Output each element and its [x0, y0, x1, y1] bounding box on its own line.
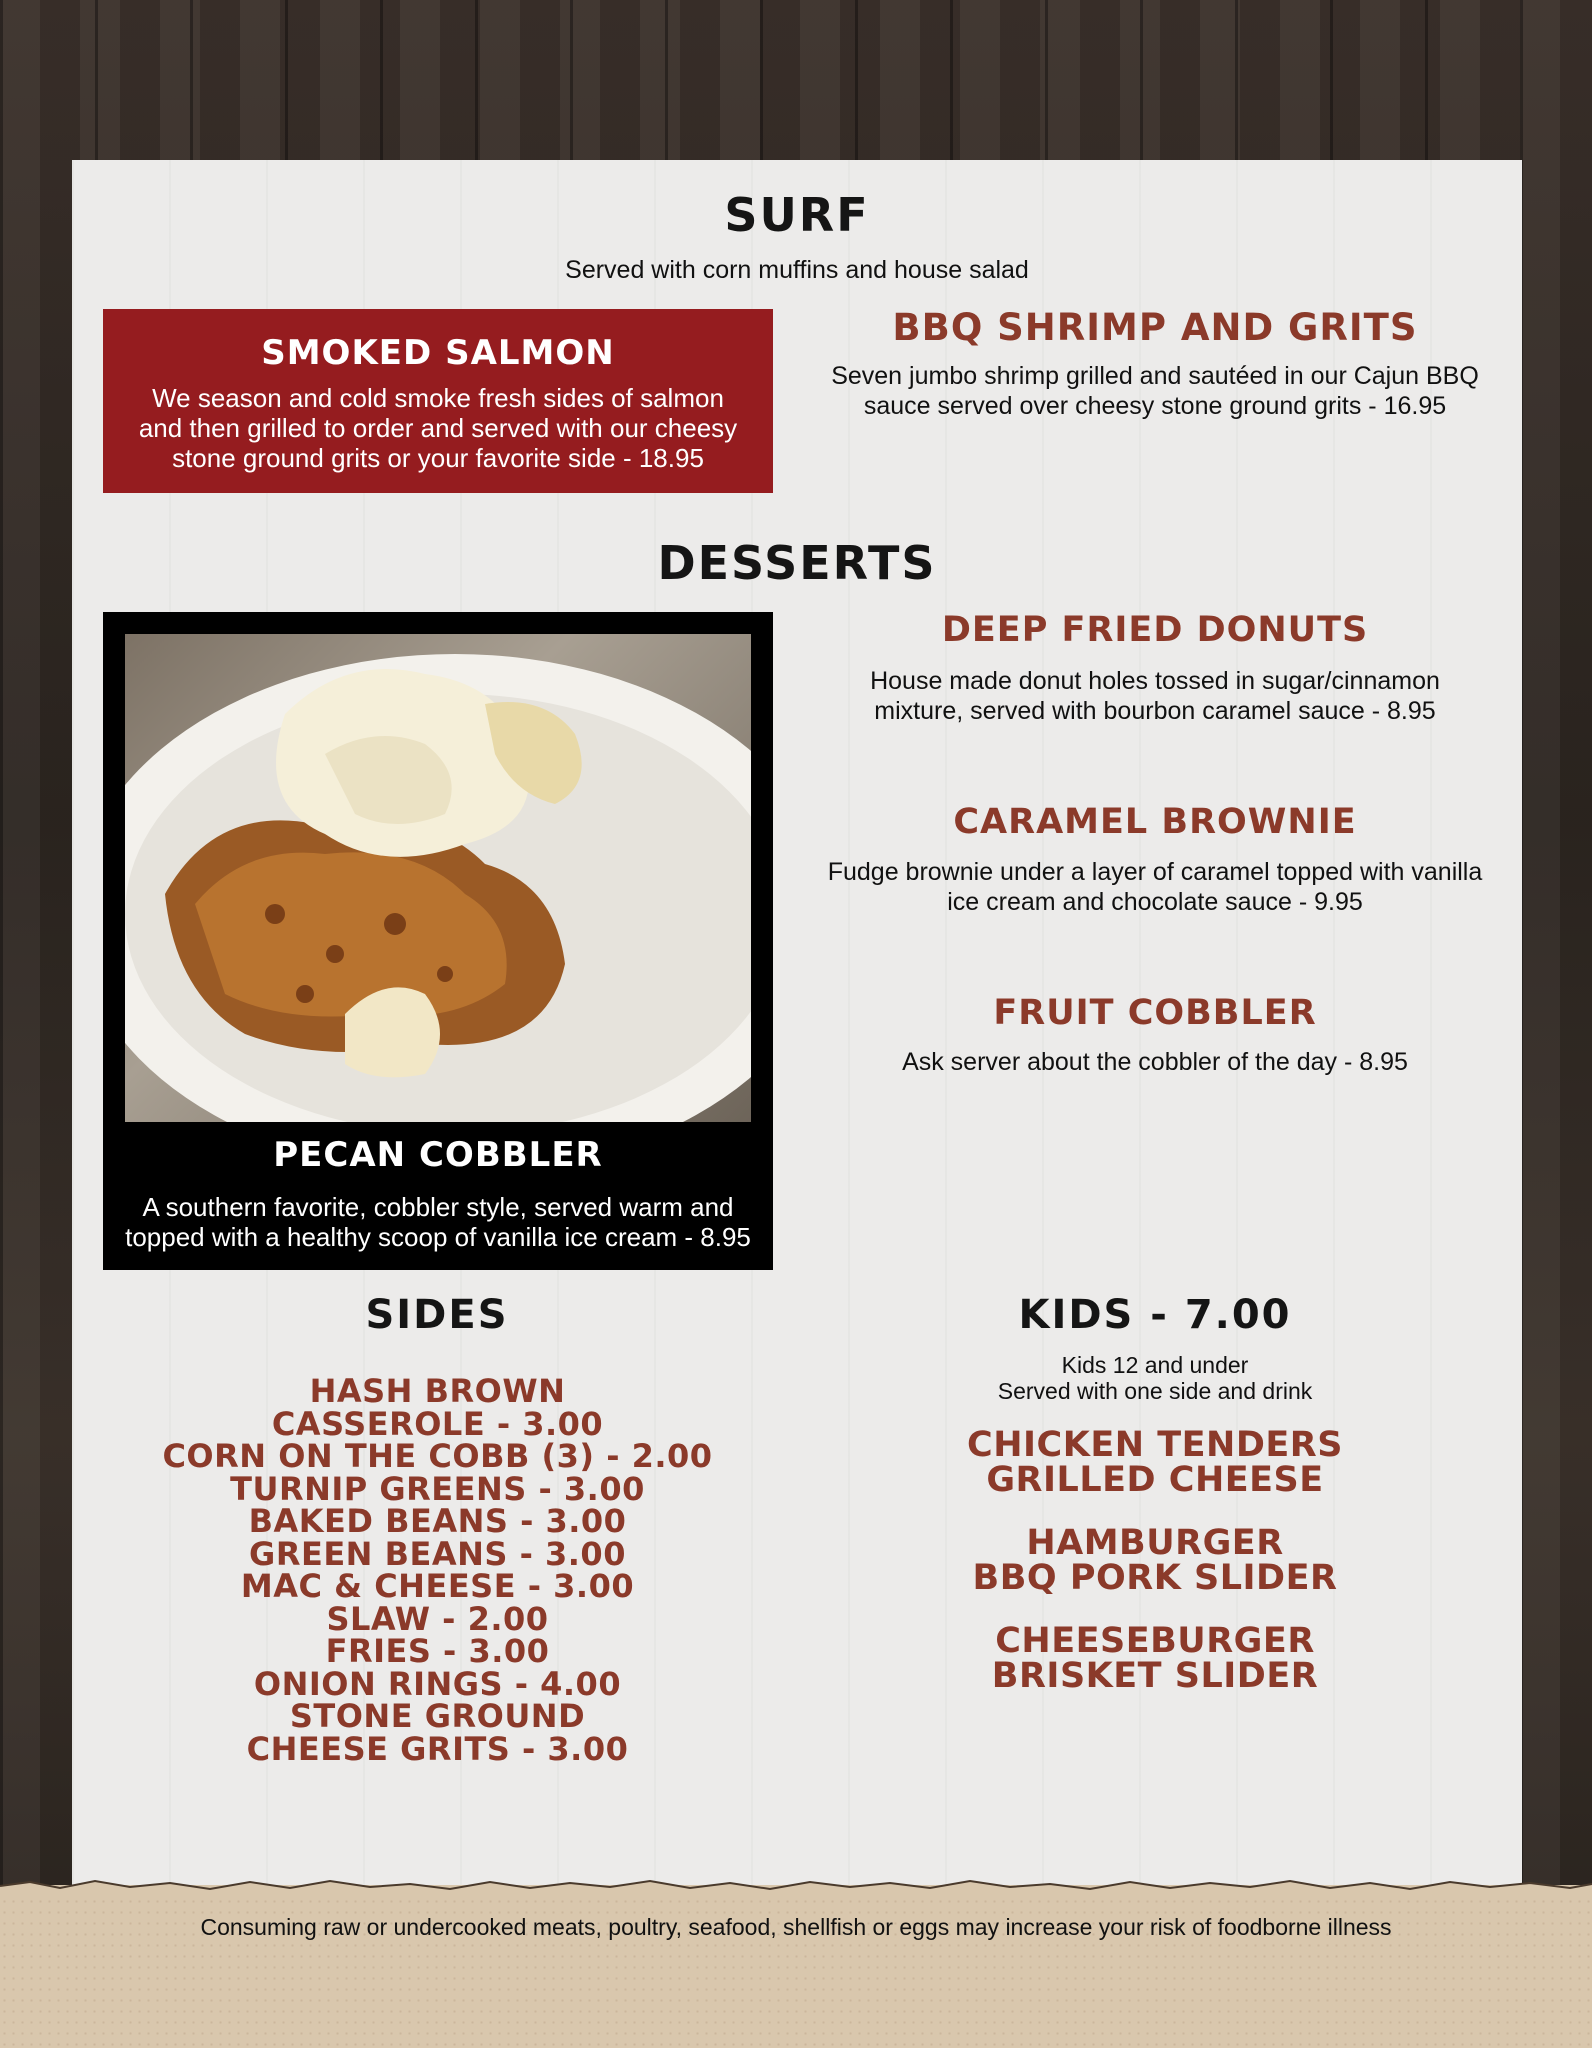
kids-item: BBQ PORK SLIDER [972, 1558, 1338, 1598]
sides-heading: SIDES [365, 1292, 509, 1338]
kids-group-2 [880, 1523, 1430, 1598]
kids-item: GRILLED CHEESE [986, 1460, 1324, 1500]
pecan-cobbler-image [125, 634, 751, 1122]
kids-item: BRISKET SLIDER [991, 1656, 1319, 1696]
sides-item: MAC & CHEESE - 3.00 [240, 1567, 635, 1605]
torn-edge [0, 1876, 1592, 1896]
kids-group-1 [880, 1425, 1430, 1500]
sides-item: STONE GROUND [289, 1697, 586, 1735]
kids-subtitle-age: Kids 12 and under [1061, 1352, 1249, 1378]
kids-item: HAMBURGER [1026, 1523, 1284, 1563]
desserts-heading: DESSERTS [657, 536, 937, 590]
sides-item: CORN ON THE COBB (3) - 2.00 [162, 1437, 713, 1475]
kids-item: CHICKEN TENDERS [967, 1425, 1343, 1465]
sides-item: BAKED BEANS - 3.00 [248, 1502, 627, 1540]
deep-fried-donuts-desc: House made donut holes tossed in sugar/cinnamon mixture, served with bourbon caramel sauce - 8.95 [870, 667, 1440, 725]
smoked-salmon-box [103, 309, 773, 493]
sides-item: CHEESE GRITS - 3.00 [246, 1729, 629, 1768]
sides-item: GREEN BEANS - 3.00 [249, 1534, 626, 1573]
pecan-cobbler-title: PECAN COBBLER [273, 1135, 603, 1175]
footer-paper [0, 1885, 1592, 2048]
caramel-brownie-desc: Fudge brownie under a layer of caramel topped with vanilla ice cream and chocolate sauce - 9.95 [827, 858, 1483, 916]
surf-subtitle: Served with corn muffins and house salad [565, 256, 1029, 284]
kids-heading: KIDS - 7.00 [1018, 1292, 1292, 1338]
sides-item: HASH BROWN [309, 1372, 566, 1410]
deep-fried-donuts-title: DEEP FRIED DONUTS [941, 610, 1369, 650]
kids-subtitle-served: Served with one side and drink [997, 1378, 1313, 1404]
caramel-brownie-title: CARAMEL BROWNIE [953, 802, 1357, 842]
fruit-cobbler-desc: Ask server about the cobbler of the day - 8.95 [902, 1048, 1408, 1076]
fruit-cobbler-title: FRUIT COBBLER [993, 993, 1317, 1033]
kids-item: CHEESEBURGER [995, 1621, 1315, 1661]
pecan-cobbler-desc: A southern favorite, cobbler style, served warm and topped with a healthy scoop of vanilla ice cream - 8.95 [125, 1192, 751, 1252]
sides-item: CASSEROLE - 3.00 [271, 1404, 604, 1443]
smoked-salmon-desc: We season and cold smoke fresh sides of salmon and then grilled to order and served with our cheesy stone ground grits or your favorite side - 18.95 [138, 383, 738, 473]
bbq-shrimp-desc: Seven jumbo shrimp grilled and sautéed in our Cajun BBQ sauce served over cheesy stone ground grits - 16.95 [831, 362, 1479, 420]
sides-list [110, 1372, 765, 1768]
sides-item: FRIES - 3.00 [325, 1632, 550, 1670]
pecan-cobbler-box [103, 612, 773, 1270]
sides-item: TURNIP GREENS - 3.00 [230, 1469, 645, 1508]
bbq-shrimp-title: BBQ SHRIMP AND GRITS [892, 306, 1418, 349]
sides-item: ONION RINGS - 4.00 [253, 1664, 622, 1703]
kids-group-3 [880, 1621, 1430, 1696]
pecan-cobbler-photo [125, 634, 751, 1122]
sides-item: SLAW - 2.00 [326, 1599, 549, 1638]
surf-heading: SURF [724, 188, 870, 242]
smoked-salmon-title: SMOKED SALMON [261, 333, 615, 373]
foodborne-illness-notice: Consuming raw or undercooked meats, poultry, seafood, shellfish or eggs may increase your risk of foodborne illness [200, 1914, 1392, 1940]
